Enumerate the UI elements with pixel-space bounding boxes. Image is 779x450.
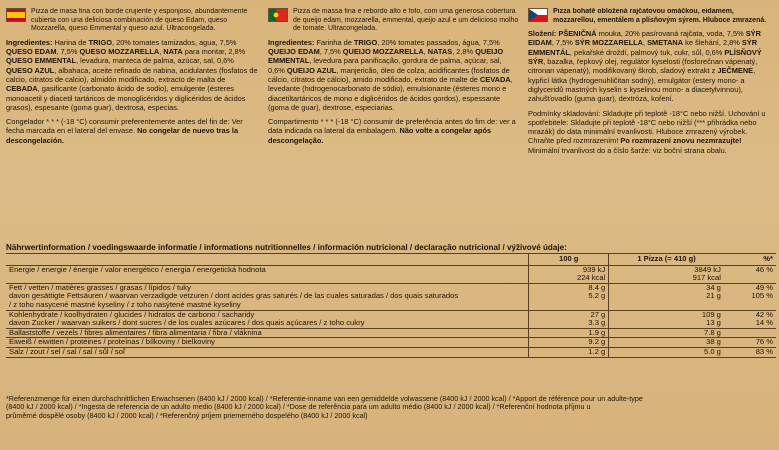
- text-run: Složení:: [528, 29, 559, 39]
- nutrition-header-label: [6, 254, 529, 266]
- text-run: PŠENIČNÁ: [558, 29, 597, 39]
- nutrition-row: [6, 347, 776, 357]
- text-run: PLÍSŇOVÝ SÝR: [528, 47, 762, 67]
- nutrition-label: davon Zucker / waarvan suikers / dont sucres / de los cuales azúcares / dos quais açúcares / z toho cukry: [9, 318, 365, 328]
- portuguese-intro: Pizza de massa fina e rebordo alto e fofo, com uma generosa cobertura de queijo edam, mozzarella, emmental, queijo azul e um delicioso molho de tomate. Ultracongelada.: [293, 8, 519, 33]
- text-run: mouka, 20% pasírovaná rajčata, voda, 7,5%: [596, 29, 746, 39]
- spanish-storage: [6, 117, 258, 145]
- value-per-pizza: 7.8 g: [609, 328, 724, 338]
- czech-section: [528, 8, 774, 238]
- reference-intake-percent: 42 %: [724, 310, 776, 319]
- text-run: Congelador * * * (-18 °C) consumir preferentemente antes del fin de: Ver fecha marcada en el lateral del envase.: [6, 117, 243, 136]
- text-run: Po rozmrazení znovu nezmrazujte!: [620, 136, 742, 146]
- text-run: , 7,5%: [551, 38, 575, 48]
- footnote-line: (8400 kJ / 2000 kcal) / *Ingesta de referencia de un adulto medio (8400 kJ / 2000 kcal) / *Dose de referência para um adulto médio (8400 kJ / 2000 kcal) / *Referenční hodnota příjmu u: [6, 402, 591, 412]
- reference-intake-percent: 14 %: [755, 318, 773, 328]
- text-run: , bazalka, řepkový olej, regulátor kyselosti (fosforečnan vápenatý, citronan vápenatý), modifikovaný škrob, sladový extrakt z: [528, 57, 758, 76]
- spanish-section: [6, 8, 258, 238]
- footnote-line: průměrné dospělé osoby (8400 kJ / 2000 kcal) / *Referenčný príjem priemerného dospelého (8400 kJ / 2000 kcal): [6, 410, 368, 420]
- value-per-100g: 224 kcal: [529, 274, 609, 283]
- text-run: CEVADA: [479, 74, 511, 84]
- text-run: , gasificante (carbonato ácido de sodio), emulgente (ésteres monoacetil y diacetil tartáricos de monoglicéridos y diglicéridos de ácidos grasos), espesante (goma guar), dextrosa, especias.: [6, 84, 246, 112]
- nutrition-header-100g: 100 g: [529, 254, 609, 266]
- text-run: SÝR EIDAM: [528, 29, 761, 48]
- text-run: , levedante (hidrogenocarbonato de sódio), emulsionante (ésteres mono e diacetiltartáricos de mono e diglicéridos de ácidos gordos), espessante (goma de guar), dextrose, especiarias.: [268, 74, 513, 112]
- nutrition-row: [6, 338, 776, 348]
- text-run: QUESO AZUL: [6, 65, 55, 75]
- reference-intake-percent: [724, 274, 776, 283]
- text-run: Minimální trvanlivost do a číslo šarže: viz boční strana obalu.: [528, 145, 727, 155]
- value-per-100g: 1.9 g: [529, 328, 609, 338]
- text-run: NATAS: [427, 47, 453, 57]
- value-per-100g: 5.2 g: [529, 292, 609, 301]
- text-run: para montar, 2,8%: [182, 47, 246, 57]
- reference-intake-percent: 76 %: [724, 338, 776, 348]
- text-run: Harina de: [54, 37, 89, 47]
- text-run: Ingredientes:: [6, 37, 55, 47]
- reference-intake-percent: 49 %: [724, 283, 776, 292]
- text-run: Ingredientes:: [268, 37, 317, 47]
- value-per-pizza: 38 g: [609, 338, 724, 348]
- text-run: Não volte a congelar após descongelação.: [268, 126, 492, 145]
- value-per-pizza: [609, 301, 724, 310]
- nutrition-table: [6, 253, 776, 358]
- text-run: NATA: [163, 47, 183, 57]
- nutrition-row: [6, 274, 776, 283]
- text-run: TRIGO: [353, 37, 378, 47]
- nutrition-label: Salz / zout / sel / sal / sal / sůl / soľ: [6, 347, 529, 357]
- text-run: ke šlehání, 2,8%: [683, 38, 742, 48]
- nutrition-row: [6, 319, 776, 328]
- reference-intake-percent: [724, 301, 776, 310]
- value-per-pizza: 5.0 g: [609, 347, 724, 357]
- value-per-100g: 27 g: [529, 310, 609, 319]
- nutrition-label: Fett / vetten / matières grasses / grasas / lípidos / tuky: [6, 283, 529, 292]
- czech-ingredients: [528, 29, 774, 103]
- czech-flag-icon: [528, 8, 548, 22]
- text-run: SÝR EMMENTÁL: [528, 38, 758, 57]
- value-per-100g: [529, 301, 609, 310]
- value-per-100g: 9.2 g: [529, 338, 609, 348]
- text-run: , levadura, manteca de palma, azúcar, sal, 0,6%: [76, 56, 234, 66]
- reference-intake-percent: 105 %: [751, 291, 773, 301]
- text-run: QUEIJO MOZZARELLA: [342, 47, 424, 57]
- text-run: TRIGO: [88, 37, 112, 47]
- value-per-100g: 939 kJ: [529, 265, 609, 274]
- text-run: ,: [643, 38, 648, 48]
- text-run: CEBADA: [6, 84, 38, 94]
- text-run: SMETANA: [647, 38, 684, 48]
- nutrition-label: Ballaststoffe / vezels / fibres alimentaires / fibra alimentaria / fibra / vláknina: [6, 328, 529, 338]
- text-run: JEČMENE: [717, 66, 754, 76]
- text-run: QUESO MOZZARELLA: [79, 47, 160, 57]
- czech-intro: Pizza bohatě obložená rajčatovou omáčkou, eidamem, mozzarellou, ementálem a plísňovým sýrem. Hluboce zmrazená.: [553, 8, 767, 24]
- footnote-line: *Referenzmenge für einen durchschnittlichen Erwachsenen (8400 kJ / 2000 kcal) / *Referentie-inname van een gemiddelde volwassene (8400 kJ / 2000 kcal) / *Apport de référence pour un adulte-type: [6, 394, 643, 403]
- text-run: Farinha de: [316, 37, 354, 47]
- portugal-flag-icon: [268, 8, 288, 22]
- value-per-pizza: 21 g: [609, 292, 724, 301]
- nutrition-label: davon gesättigte Fettsäuren / waarvan verzadigde vetzuren / dont acides gras saturés / de las cuales saturadas / dos quais saturados: [9, 291, 459, 301]
- text-run: Compartimento * * * (-18 °C) consumir de preferência antes do fim de: ver a data indicada na lateral da embalagem.: [268, 117, 516, 136]
- czech-storage: [528, 109, 774, 155]
- nutrition-row: [6, 265, 776, 274]
- text-run: , 20% tomates passados, água, 7,5%: [377, 37, 500, 47]
- text-run: , 7,5%: [319, 47, 343, 57]
- nutrition-header-row: [6, 254, 776, 266]
- nutrition-header-percent: %*: [724, 254, 776, 266]
- text-run: ,: [423, 47, 428, 57]
- text-run: No congelar de nuevo tras la descongelación.: [6, 126, 239, 145]
- nutrition-row: [6, 301, 776, 310]
- value-per-100g: 1.2 g: [529, 347, 609, 357]
- spanish-intro: Pizza de masa fina con borde crujiente y esponjoso, abundantemente cubierta con una deliciosa combinación de queso Edam, queso Mozzarella, queso Emmental y queso azul. Ultracongelada.: [31, 8, 248, 33]
- spain-flag-icon: [6, 8, 26, 22]
- text-run: ,: [159, 47, 164, 57]
- text-run: , 2,8%: [452, 47, 476, 57]
- portuguese-ingredients: [268, 38, 520, 112]
- reference-intake-percent: 83 %: [724, 347, 776, 357]
- text-run: QUESO EMMENTAL: [6, 56, 77, 66]
- value-per-pizza: 109 g: [609, 310, 724, 319]
- value-per-100g: 3.3 g: [529, 319, 609, 328]
- text-run: , kypřicí látka (hydrogenuhličitan sodný), emulgátor (estery mono- a diglyceridů mastných kyselin s kyselinou mono- a diacetylvinnou), zahušťovadlo (guma guar), dextróza, koření.: [528, 66, 756, 104]
- text-run: SÝR MOZZARELLA: [574, 38, 643, 48]
- text-run: QUEIJO EDAM: [268, 47, 320, 57]
- portuguese-storage: [268, 117, 520, 145]
- text-run: , 20% tomates tamizados, agua, 7,5%: [111, 37, 237, 47]
- nutrition-label: Energie / energie / énergie / valor energético / energia / energetická hodnota: [9, 264, 266, 274]
- nutrition-label: Eiweiß / eiwitten / protéines / proteínas / bílkoviny / bielkoviny: [6, 338, 529, 348]
- text-run: , 7,5%: [56, 47, 80, 57]
- nutrition-header-pizza: 1 Pizza (= 410 g): [609, 254, 724, 266]
- value-per-100g: 8.4 g: [529, 283, 609, 292]
- value-per-pizza: 3849 kJ: [609, 265, 724, 274]
- text-run: , albahaca, aceite refinado de nabina, acidulantes (fosfatos de calcio, citratos de calcio), almidón modificado, extracto de malta de: [6, 65, 258, 84]
- text-run: QUEIJO AZUL: [286, 65, 337, 75]
- text-run: QUEIJO EMMENTAL: [268, 47, 504, 66]
- reference-intake-percent: 46 %: [755, 264, 773, 274]
- text-run: QUESO EDAM: [6, 47, 57, 57]
- spanish-ingredients: [6, 38, 258, 112]
- text-run: , manjericão, óleo de colza, acidificantes (fosfatos de cálcio, citratos de cálcio), amido modificado, extrato de malte de: [268, 65, 510, 84]
- nutrition-label: [6, 274, 529, 283]
- text-run: Podmínky skladování: Skladujte při teplotě -18°C nebo nižší. Uchování u spotřebitele: Skladujte při teplotě -18°C nebo nižší (*** přihrádka nebo mrazák) do data minimální trvanlivosti. Hluboce zmrazený výrobek. Chraňte před rozmrazením!: [528, 108, 766, 146]
- portuguese-section: [268, 8, 520, 238]
- nutrition-label: Kohlenhydrate / koolhydraten / glucides / hidratos de carbono / sacharidy: [6, 310, 529, 319]
- value-per-pizza: 13 g: [609, 319, 724, 328]
- value-per-pizza: 34 g: [609, 283, 724, 292]
- nutrition-title: Nährwertinformation / voedingswaarde informatie / informations nutritionnelles / información nutricional / declaração nutricional / výživové údaje:: [6, 243, 567, 252]
- nutrition-footnotes: [6, 395, 776, 420]
- nutrition-label: / z toho nasycené mastné kyseliny / z toho nasýtené mastné kyseliny: [9, 299, 241, 309]
- text-run: , levedura para panificação, gordura de palma, açúcar, sal, 0,6%: [268, 56, 502, 75]
- value-per-pizza: 917 kcal: [609, 274, 724, 283]
- text-run: , pekařské droždí, palmový tuk, cukr, sůl, 0,6%: [569, 47, 725, 57]
